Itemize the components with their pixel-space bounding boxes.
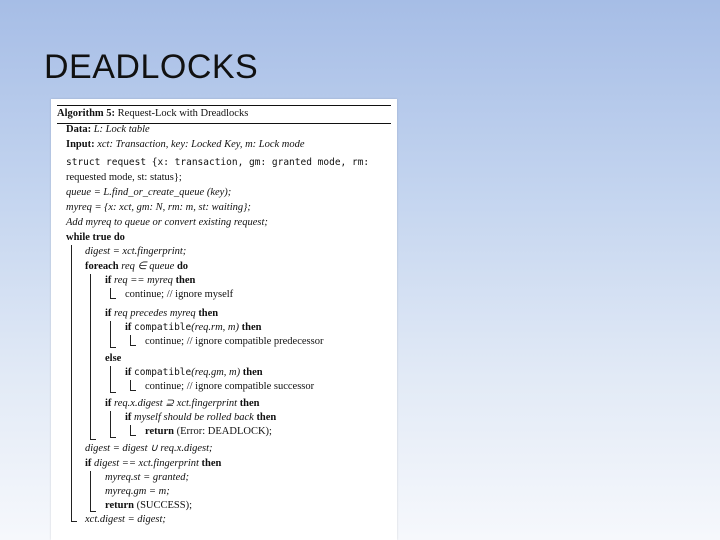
compat-gm-body-bar	[130, 380, 131, 390]
if-expr: myself should be rolled back	[134, 412, 254, 423]
rollback-body-bar	[130, 425, 131, 435]
if-keyword: if	[105, 398, 112, 409]
algorithm-figure	[51, 99, 397, 540]
code-line-digest-init: digest = xct.fingerprint;	[85, 246, 187, 257]
if-body-tick	[110, 298, 116, 299]
code-line-gm: myreq.gm = m;	[105, 486, 170, 497]
compatible-fn: compatible	[134, 367, 192, 378]
input-line	[66, 138, 305, 152]
precedes-body-bar	[110, 321, 111, 347]
compatible-args: (req.rm, m)	[191, 322, 239, 333]
input-keyword: Input:	[66, 139, 95, 150]
if-expr: req == myreq	[114, 275, 173, 286]
foreach-body-tick	[90, 439, 96, 440]
code-line-while: while true do	[66, 232, 125, 243]
then-keyword: then	[239, 398, 260, 409]
if-keyword: if	[125, 367, 132, 378]
code-line-if-myself	[105, 274, 195, 288]
if-keyword: if	[105, 308, 112, 319]
code-line-if-compat-gm	[125, 366, 263, 380]
compat-rm-body-tick	[130, 345, 136, 346]
code-line-else: else	[105, 353, 122, 364]
if-body-bar	[110, 288, 111, 298]
compatible-args: (req.gm, m)	[191, 367, 241, 378]
code-line-queue: queue = L.find_or_create_queue (key);	[66, 187, 232, 198]
code-line-return-success	[105, 499, 192, 513]
data-line	[66, 123, 150, 137]
if-keyword: if	[105, 275, 112, 286]
digest-if-body-bar	[110, 411, 111, 437]
foreach-body-bar	[90, 274, 91, 439]
if-keyword: if	[85, 458, 92, 469]
code-line-foreach	[85, 260, 188, 274]
else-body-bar	[110, 366, 111, 392]
code-line-xct-digest: xct.digest = digest;	[85, 514, 166, 525]
data-keyword: Data:	[66, 124, 92, 135]
compat-rm-body-bar	[130, 335, 131, 345]
if-expr: req precedes myreq	[114, 308, 196, 319]
code-line-continue-2: continue; // ignore compatible predecessor	[145, 336, 324, 347]
then-keyword: then	[256, 412, 277, 423]
fingerprint-body-bar	[90, 471, 91, 511]
foreach-expr: req ∈ queue	[121, 261, 175, 272]
algorithm-caption	[57, 105, 391, 124]
foreach-keyword: foreach	[85, 261, 119, 272]
code-line-if-fingerprint	[85, 457, 221, 471]
code-line-if-compat-rm	[125, 321, 261, 335]
input-value: xct: Transaction, key: Locked Key, m: Lock mode	[97, 139, 305, 150]
if-expr: req.x.digest ⊇ xct.fingerprint	[114, 398, 238, 409]
fingerprint-body-tick	[90, 511, 96, 512]
slide-title: DEADLOCKS	[44, 48, 259, 86]
compatible-fn: compatible	[134, 322, 192, 333]
then-keyword: then	[241, 322, 262, 333]
precedes-body-tick	[110, 347, 116, 348]
then-keyword: then	[201, 458, 222, 469]
return-keyword: return	[105, 500, 134, 511]
code-line-struct-cont: requested mode, st: status};	[66, 172, 182, 183]
compat-gm-body-tick	[130, 390, 136, 391]
code-line-continue-1: continue; // ignore myself	[125, 289, 234, 300]
rollback-body-tick	[130, 435, 136, 436]
if-keyword: if	[125, 412, 132, 423]
data-value: L: Lock table	[93, 124, 150, 135]
if-keyword: if	[125, 322, 132, 333]
return-value: (Error: DEADLOCK);	[176, 426, 272, 437]
then-keyword: then	[198, 308, 219, 319]
code-line-if-rollback	[125, 411, 276, 425]
code-line-if-precedes	[105, 307, 218, 321]
code-line-myreq: myreq = {x: xct, gm: N, rm: m, st: waiting};	[66, 202, 251, 213]
code-line-add: Add myreq to queue or convert existing request;	[66, 217, 268, 228]
digest-if-body-tick	[110, 437, 116, 438]
return-value: (SUCCESS);	[136, 500, 193, 511]
while-body-bar	[71, 245, 72, 521]
algorithm-name: Request-Lock with Dreadlocks	[117, 108, 249, 119]
foreach-do: do	[176, 261, 189, 272]
if-expr: digest == xct.fingerprint	[94, 458, 199, 469]
return-keyword: return	[145, 426, 174, 437]
code-line-if-digest	[105, 397, 260, 411]
algorithm-label: Algorithm 5:	[57, 108, 116, 119]
code-line-return-deadlock	[145, 425, 272, 439]
code-line-granted: myreq.st = granted;	[105, 472, 189, 483]
else-body-tick	[110, 392, 116, 393]
while-body-tick	[71, 521, 77, 522]
code-line-digest-union: digest = digest ∪ req.x.digest;	[85, 443, 213, 454]
code-line-continue-3: continue; // ignore compatible successor	[145, 381, 315, 392]
then-keyword: then	[242, 367, 263, 378]
then-keyword: then	[175, 275, 196, 286]
code-line-struct: struct request {x: transaction, gm: granted mode, rm:	[66, 157, 370, 168]
